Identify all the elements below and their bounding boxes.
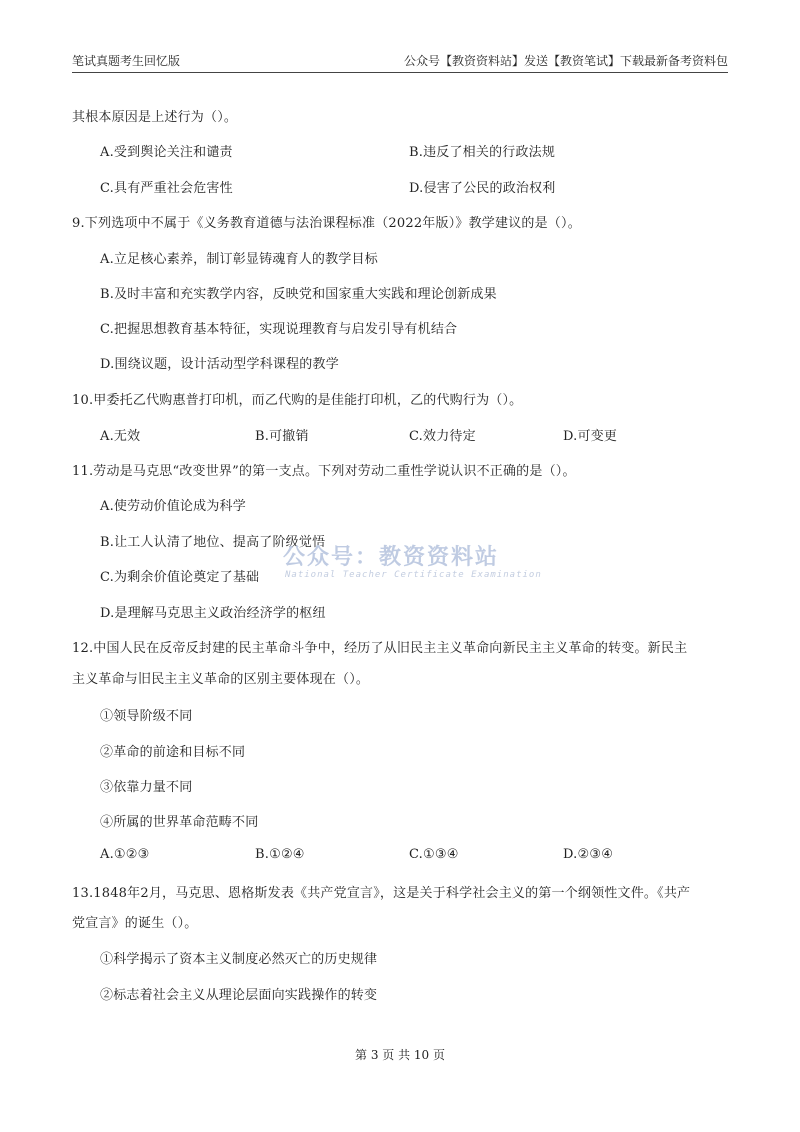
q9-option-d: D.围绕议题，设计活动型学科课程的教学 <box>100 357 339 372</box>
q8-option-c: C.具有严重社会危害性 <box>100 181 233 196</box>
q12-option-b: B.①②④ <box>255 847 305 862</box>
q9-option-c: C.把握思想教育基本特征，实现说理教育与启发引导有机结合 <box>100 322 458 337</box>
q13-item-2: ②标志着社会主义从理论层面向实践操作的转变 <box>100 988 378 1003</box>
q13-item-1: ①科学揭示了资本主义制度必然灭亡的历史规律 <box>100 952 378 967</box>
q9-option-b: B.及时丰富和充实教学内容，反映党和国家重大实践和理论创新成果 <box>100 287 497 302</box>
q8-option-a: A.受到舆论关注和谴责 <box>100 145 233 160</box>
question-10-stem: 10.甲委托乙代购惠普打印机，而乙代购的是佳能打印机，乙的代购行为（）。 <box>72 393 523 408</box>
question-13-stem-line-1: 13.1848年2月，马克思、恩格斯发表《共产党宣言》，这是关于科学社会主义的第一个纲领性文件。《共产 <box>72 886 691 901</box>
q10-option-c: C.效力待定 <box>409 429 476 444</box>
header-right-text: 公众号【教资资料站】发送【教资笔试】下载最新备考资料包 <box>403 54 728 68</box>
q10-option-d: D.可变更 <box>563 429 618 444</box>
q8-option-b: B.违反了相关的行政法规 <box>409 145 556 160</box>
q11-option-a: A.使劳动价值论成为科学 <box>100 499 246 514</box>
q12-option-d: D.②③④ <box>563 847 614 862</box>
q11-option-b: B.让工人认清了地位、提高了阶级觉悟 <box>100 535 326 550</box>
watermark-title: 公众号：教资资料站 <box>283 545 500 570</box>
q12-item-4: ④所属的世界革命范畴不同 <box>100 815 259 830</box>
question-9-stem: 9.下列选项中不属于《义务教育道德与法治课程标准（2022年版）》教学建议的是（）。 <box>72 216 581 231</box>
question-12-stem-line-1: 12.中国人民在反帝反封建的民主革命斗争中，经历了从旧民主主义革命向新民主主义革命的转变。新民主 <box>72 641 688 656</box>
q12-item-1: ①领导阶级不同 <box>100 709 193 724</box>
q11-option-d: D.是理解马克思主义政治经济学的枢纽 <box>100 606 326 621</box>
q12-item-2: ②革命的前途和目标不同 <box>100 745 246 760</box>
question-13-stem-line-2: 党宣言》的诞生（）。 <box>72 916 198 931</box>
q12-option-a: A.①②③ <box>100 847 150 862</box>
page-number: 第 3 页 共 10 页 <box>355 1048 445 1062</box>
q12-option-c: C.①③④ <box>409 847 459 862</box>
q10-option-b: B.可撤销 <box>255 429 309 444</box>
watermark-subtitle: National Teacher Certificate Examination <box>285 570 542 580</box>
page-header <box>72 52 728 73</box>
question-12-stem-line-2: 主义革命与旧民主主义革命的区别主要体现在（）。 <box>72 672 370 687</box>
q9-option-a: A.立足核心素养，制订彰显铸魂育人的教学目标 <box>100 252 378 267</box>
q8-option-d: D.侵害了公民的政治权利 <box>409 181 556 196</box>
q10-option-a: A.无效 <box>100 429 141 444</box>
q11-option-c: C.为剩余价值论奠定了基础 <box>100 570 260 585</box>
question-8-tail: 其根本原因是上述行为（）。 <box>72 110 238 125</box>
question-11-stem: 11.劳动是马克思“改变世界”的第一支点。下列对劳动二重性学说认识不正确的是（）。 <box>72 464 576 479</box>
q12-item-3: ③依靠力量不同 <box>100 780 193 795</box>
header-left-text: 笔试真题考生回忆版 <box>72 54 181 68</box>
watermark <box>283 540 542 586</box>
